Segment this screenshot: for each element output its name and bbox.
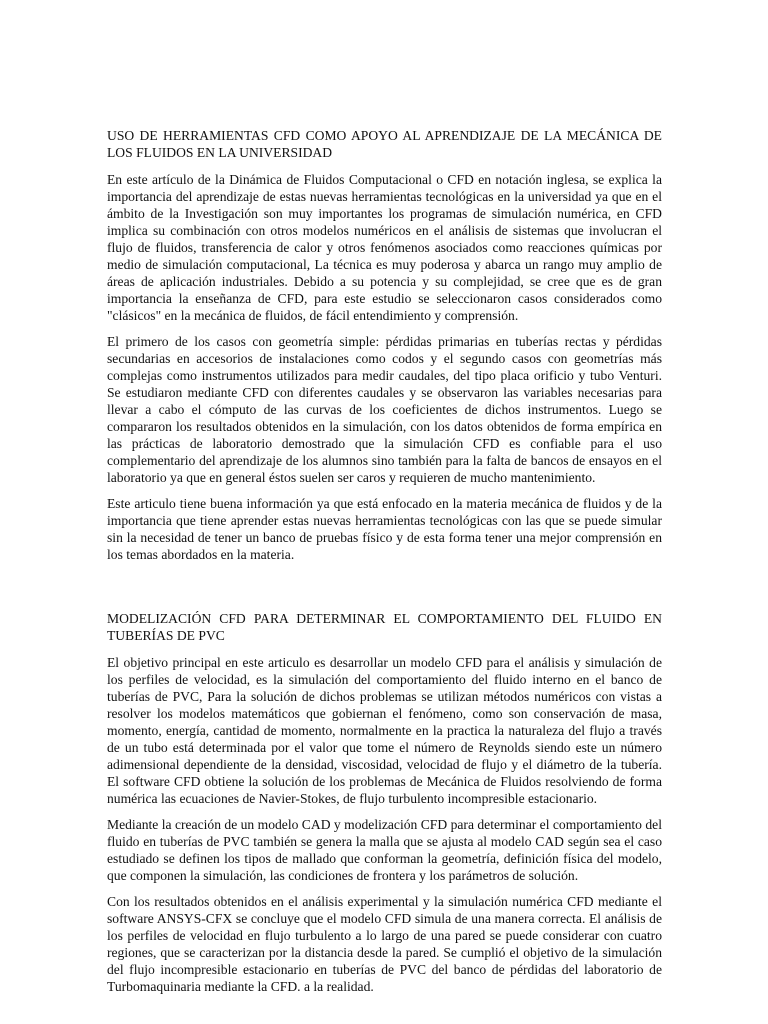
section-spacer (107, 572, 662, 610)
paragraph: El objetivo principal en este articulo es desarrollar un modelo CFD para el análisis y simulación de los perfiles de velocidad, es la simulación del comportamiento del fluido interno en el banco de tuberías de PVC, Para la solución de dichos problemas se utilizan métodos numéricos con vistas a resolver los modelos matemáticos que gobiernan el fenómeno, como son conservación de masa, momento, energía, cantidad de momento, normalmente en la practica la naturaleza del flujo a través de un tubo está determinada por el valor que tome el número de Reynolds siendo este un número adimensional dependiente de la densidad, viscosidad, velocidad de flujo y el diámetro de la tubería. El software CFD obtiene la solución de los problemas de Mecánica de Fluidos resolviendo de forma numérica las ecuaciones de Navier-Stokes, de flujo turbulento incompresible estacionario. (107, 655, 662, 806)
section-cfd-learning (107, 127, 662, 563)
section-cfd-pvc (107, 610, 662, 995)
section-heading: MODELIZACIÓN CFD PARA DETERMINAR EL COMPORTAMIENTO DEL FLUIDO EN TUBERÍAS DE PVC (107, 611, 662, 643)
paragraph: El primero de los casos con geometría simple: pérdidas primarias en tuberías rectas y pérdidas secundarias en accesorios de instalaciones como codos y el segundo casos con geometrías más complejas como instrumentos utilizados para medir caudales, del tipo placa orificio y tubo Venturi. Se estudiaron mediante CFD con diferentes caudales y se observaron las variables necesarias para llevar a cabo el cómputo de las curvas de los coeficientes de dichos instrumentos. Luego se compararon los resultados obtenidos en la simulación, con los datos obtenidos de forma empírica en las prácticas de laboratorio demostrado que la simulación CFD es confiable para el uso complementario del aprendizaje de los alumnos sino también para la falta de bancos de ensayos en el laboratorio ya que en general éstos suelen ser caros y requieren de mucho mantenimiento. (107, 334, 662, 485)
paragraph: En este artículo de la Dinámica de Fluidos Computacional o CFD en notación inglesa, se explica la importancia del aprendizaje de estas nuevas herramientas tecnológicas en la universidad ya que en el ámbito de la Investigación son muy importantes los programas de simulación numérica, en CFD implica su combinación con otros modelos numéricos en el análisis de sistemas que involucran el flujo de fluidos, transferencia de calor y otros fenómenos asociados como reacciones químicas por medio de simulación computacional, La técnica es muy poderosa y abarca un rango muy amplio de áreas de aplicación industriales. Debido a su potencia y su complejidad, se cree que es de gran importancia la enseñanza de CFD, para este estudio se seleccionaron casos considerados como "clásicos" en la mecánica de fluidos, de fácil entendimiento y comprensión. (107, 172, 662, 323)
paragraph: Con los resultados obtenidos en el análisis experimental y la simulación numérica CFD mediante el software ANSYS-CFX se concluye que el modelo CFD simula de una manera correcta. El análisis de los perfiles de velocidad en flujo turbulento a lo largo de una pared se puede considerar con cuatro regiones, que se caracterizan por la distancia desde la pared. Se cumplió el objetivo de la simulación del flujo incompresible estacionario en tuberías de PVC del banco de pérdidas del laboratorio de Turbomaquinaria mediante la CFD. a la realidad. (107, 894, 662, 994)
section-heading: USO DE HERRAMIENTAS CFD COMO APOYO AL APRENDIZAJE DE LA MECÁNICA DE LOS FLUIDOS EN LA UNIVERSIDAD (107, 128, 662, 160)
paragraph: Este articulo tiene buena información ya que está enfocado en la materia mecánica de fluidos y de la importancia que tiene aprender estas nuevas herramientas tecnológicas con las que se puede simular sin la necesidad de tener un banco de pruebas físico y de esta forma tener una mejor comprensión en los temas abordados en la materia. (107, 496, 662, 562)
document-body (107, 127, 662, 1004)
paragraph: Mediante la creación de un modelo CAD y modelización CFD para determinar el comportamiento del fluido en tuberías de PVC también se genera la malla que se ajusta al modelo CAD según sea el caso estudiado se definen los tipos de mallado que conforman la geometría, definición física del modelo, que componen la simulación, las condiciones de frontera y los parámetros de solución. (107, 817, 662, 883)
